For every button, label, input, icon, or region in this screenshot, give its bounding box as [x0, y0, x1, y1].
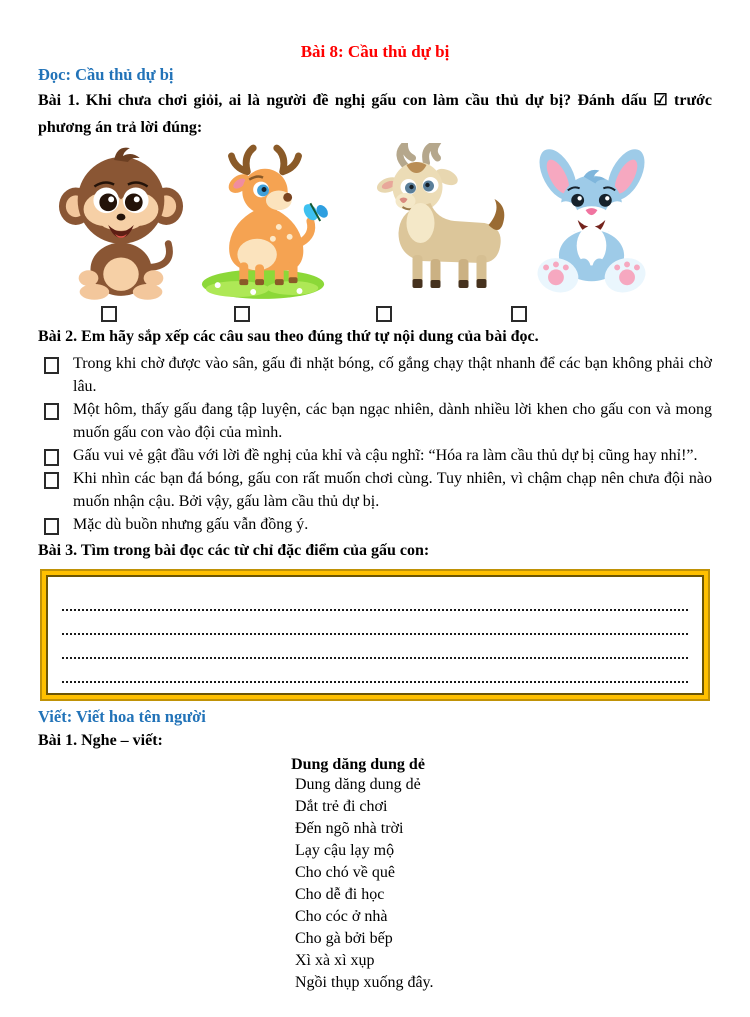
answer-line[interactable]: [62, 635, 688, 659]
answer-checkboxes-row: [0, 305, 750, 323]
option-monkey: [57, 143, 185, 301]
rabbit-image: [518, 143, 666, 301]
option-deer: [196, 143, 334, 303]
checkbox-deer[interactable]: [234, 306, 250, 322]
sort-item: [44, 398, 712, 444]
task3-heading: Bài 3. Tìm trong bài đọc các từ chỉ đặc điểm của gấu con:: [38, 542, 430, 559]
poem-line: Cho cóc ở nhà: [295, 908, 388, 925]
order-checkbox[interactable]: [44, 357, 59, 374]
poem-line: Xì xà xì xụp: [295, 952, 375, 969]
poem-line: Lạy cậu lạy mộ: [295, 842, 395, 859]
page-title: Bài 8: Cầu thủ dự bị: [300, 42, 450, 61]
poem-line: Dung dăng dung dẻ: [295, 776, 421, 793]
option-goat: [372, 143, 508, 297]
order-checkbox[interactable]: [44, 472, 59, 489]
deer-image: [196, 143, 334, 303]
answer-box-frame: [40, 569, 710, 701]
checkbox-monkey[interactable]: [101, 306, 117, 322]
sort-item-text: Khi nhìn các bạn đá bóng, gấu con rất muốn chơi cùng. Tuy nhiên, vì chậm chạp nên chưa đội nào muốn nhận cậu. Bởi vậy, gấu làm cầu thủ dự bị.: [73, 470, 712, 510]
poem-line: Ngồi thụp xuống đây.: [295, 974, 434, 991]
poem-line: Dắt trẻ đi chơi: [295, 798, 388, 815]
poem-line: Cho chó về quê: [295, 864, 395, 881]
sort-item: [44, 444, 712, 467]
order-checkbox[interactable]: [44, 449, 59, 466]
order-checkbox[interactable]: [44, 518, 59, 535]
answer-line[interactable]: [62, 587, 688, 611]
task1-question: Bài 1. Khi chưa chơi giỏi, ai là người đề nghị gấu con làm cầu thủ dự bị? Đánh dấu ☑ trước phương án trả lời đúng:: [38, 92, 712, 136]
monkey-image: [57, 143, 185, 301]
answer-line[interactable]: [62, 611, 688, 635]
checkbox-rabbit[interactable]: [511, 306, 527, 322]
poem-line: Cho dễ đi học: [295, 886, 385, 903]
order-checkbox[interactable]: [44, 403, 59, 420]
sort-item-text: Trong khi chờ được vào sân, gấu đi nhặt bóng, cố gắng chạy thật nhanh để các bạn không phải chờ lâu.: [73, 355, 712, 395]
task2-heading: Bài 2. Em hãy sắp xếp các câu sau theo đúng thứ tự nội dung của bài đọc.: [38, 328, 539, 345]
sort-item: [44, 467, 712, 513]
doc-section-heading: Đọc: Cầu thủ dự bị: [38, 65, 174, 84]
sort-item-text: Một hôm, thấy gấu đang tập luyện, các bạn ngạc nhiên, dành nhiều lời khen cho gấu con và mong muốn gấu con vào đội của mình.: [73, 401, 712, 441]
write-section-heading: Viết: Viết hoa tên người: [38, 707, 206, 726]
poem-line: Đến ngõ nhà trời: [295, 820, 404, 837]
sort-list: [44, 352, 712, 536]
answer-line[interactable]: [62, 659, 688, 683]
checkbox-goat[interactable]: [376, 306, 392, 322]
sort-item: [44, 513, 712, 536]
poem-line: Cho gà bởi bếp: [295, 930, 393, 947]
goat-image: [372, 143, 508, 297]
sort-item: [44, 352, 712, 398]
poem-title: Dung dăng dung dẻ: [291, 756, 425, 773]
answer-box[interactable]: [46, 575, 704, 695]
sort-item-text: Mặc dù buồn nhưng gấu vẫn đồng ý.: [73, 516, 309, 533]
sort-item-text: Gấu vui vẻ gật đầu với lời đề nghị của khỉ và cậu nghĩ: “Hóa ra làm cầu thủ dự bị cũng hay nhỉ!”.: [73, 447, 698, 464]
write-task1-label: Bài 1. Nghe – viết:: [38, 732, 163, 749]
poem: [295, 774, 750, 994]
option-rabbit: [518, 143, 666, 301]
answer-options-row: [0, 143, 750, 303]
